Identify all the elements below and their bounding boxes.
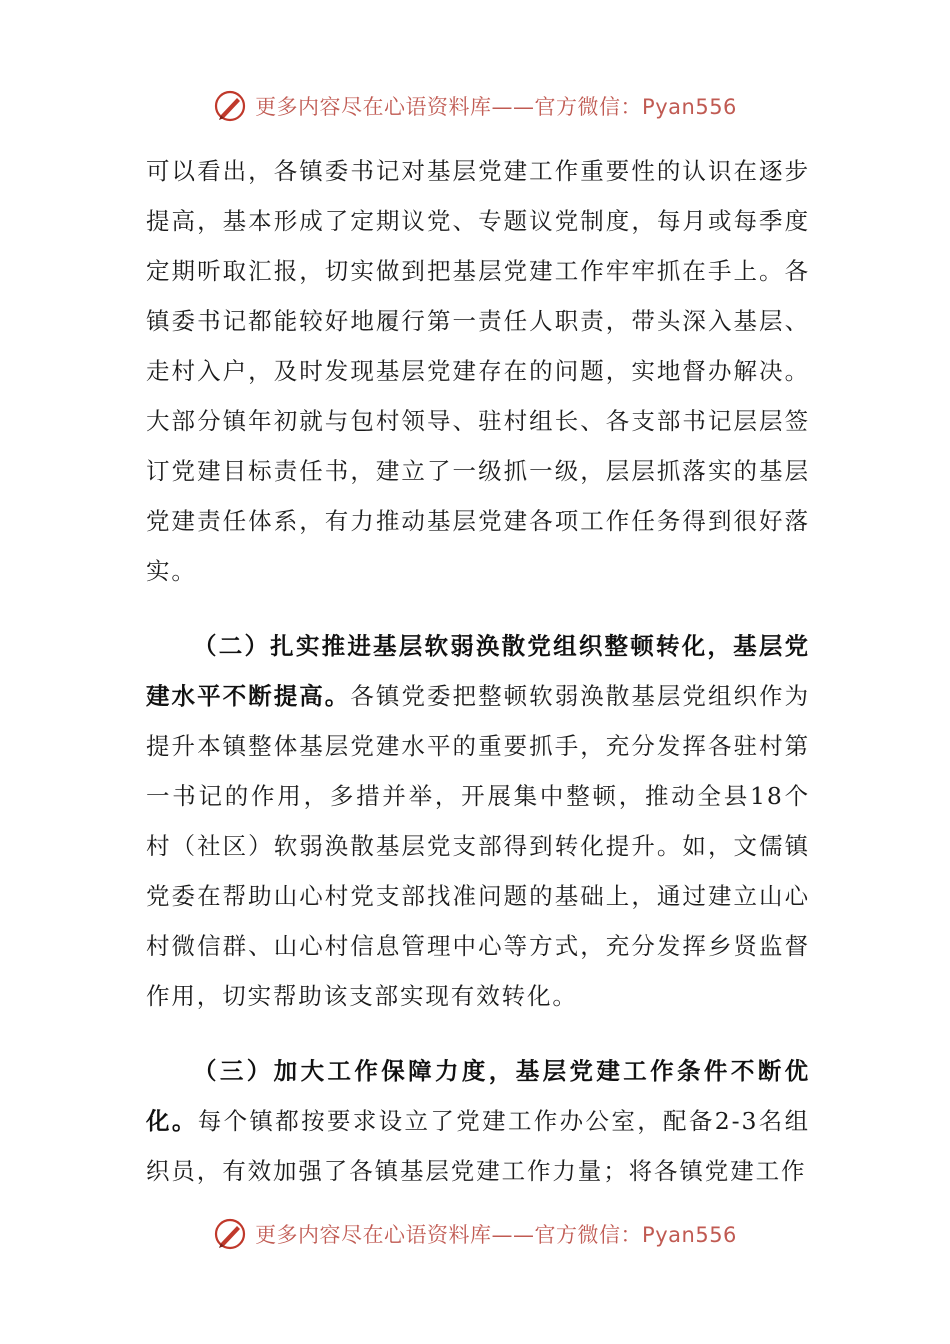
header-watermark [0, 86, 950, 126]
document-body [146, 146, 810, 1196]
section-heading-2: （二）扎实推进基层软弱涣散党组织整顿转化，基层党建水平不断提高。 [146, 632, 810, 710]
paragraph-3 [146, 1046, 810, 1196]
paragraph-1-body: 可以看出，各镇委书记对基层党建工作重要性的认识在逐步提高，基本形成了定期议党、专题议党制度，每月或每季度定期听取汇报，切实做到把基层党建工作牢牢抓在手上。各镇委书记都能较好地履行第一责任人职责，带头深入基层、走村入户，及时发现基层党建存在的问题，实地督办解决。大部分镇年初就与包村领导、驻村组长、各支部书记层层签订党建目标责任书，建立了一级抓一级，层层抓落实的基层党建责任体系，有力推动基层党建各项工作任务得到很好落实。 [146, 157, 810, 585]
paragraph-2-body: 各镇党委把整顿软弱涣散基层党组织作为提升本镇整体基层党建水平的重要抓手，充分发挥各驻村第一书记的作用，多措并举，开展集中整顿，推动全县18个村（社区）软弱涣散基层党支部得到转化提升。如，文儒镇党委在帮助山心村党支部找准问题的基础上，通过建立山心村微信群、山心村信息管理中心等方式，充分发挥乡贤监督作用，切实帮助该支部实现有效转化。 [146, 682, 811, 1010]
paragraph-3-body: 每个镇都按要求设立了党建工作办公室，配备2-3名组织员，有效加强了各镇基层党建工作力量；将各镇党建工作 [146, 1107, 811, 1185]
paragraph-1 [146, 146, 810, 596]
watermark-text: 更多内容尽在心语资料库——官方微信：Pyan556 [255, 95, 737, 119]
pen-circle-logo-icon [213, 1217, 247, 1251]
paragraph-2 [146, 621, 810, 1021]
footer-watermark [0, 1214, 950, 1254]
pen-circle-logo-icon [213, 89, 247, 123]
watermark-text: 更多内容尽在心语资料库——官方微信：Pyan556 [255, 1223, 737, 1247]
section-heading-3: （三）加大工作保障力度，基层党建工作条件不断优化。 [146, 1057, 810, 1135]
